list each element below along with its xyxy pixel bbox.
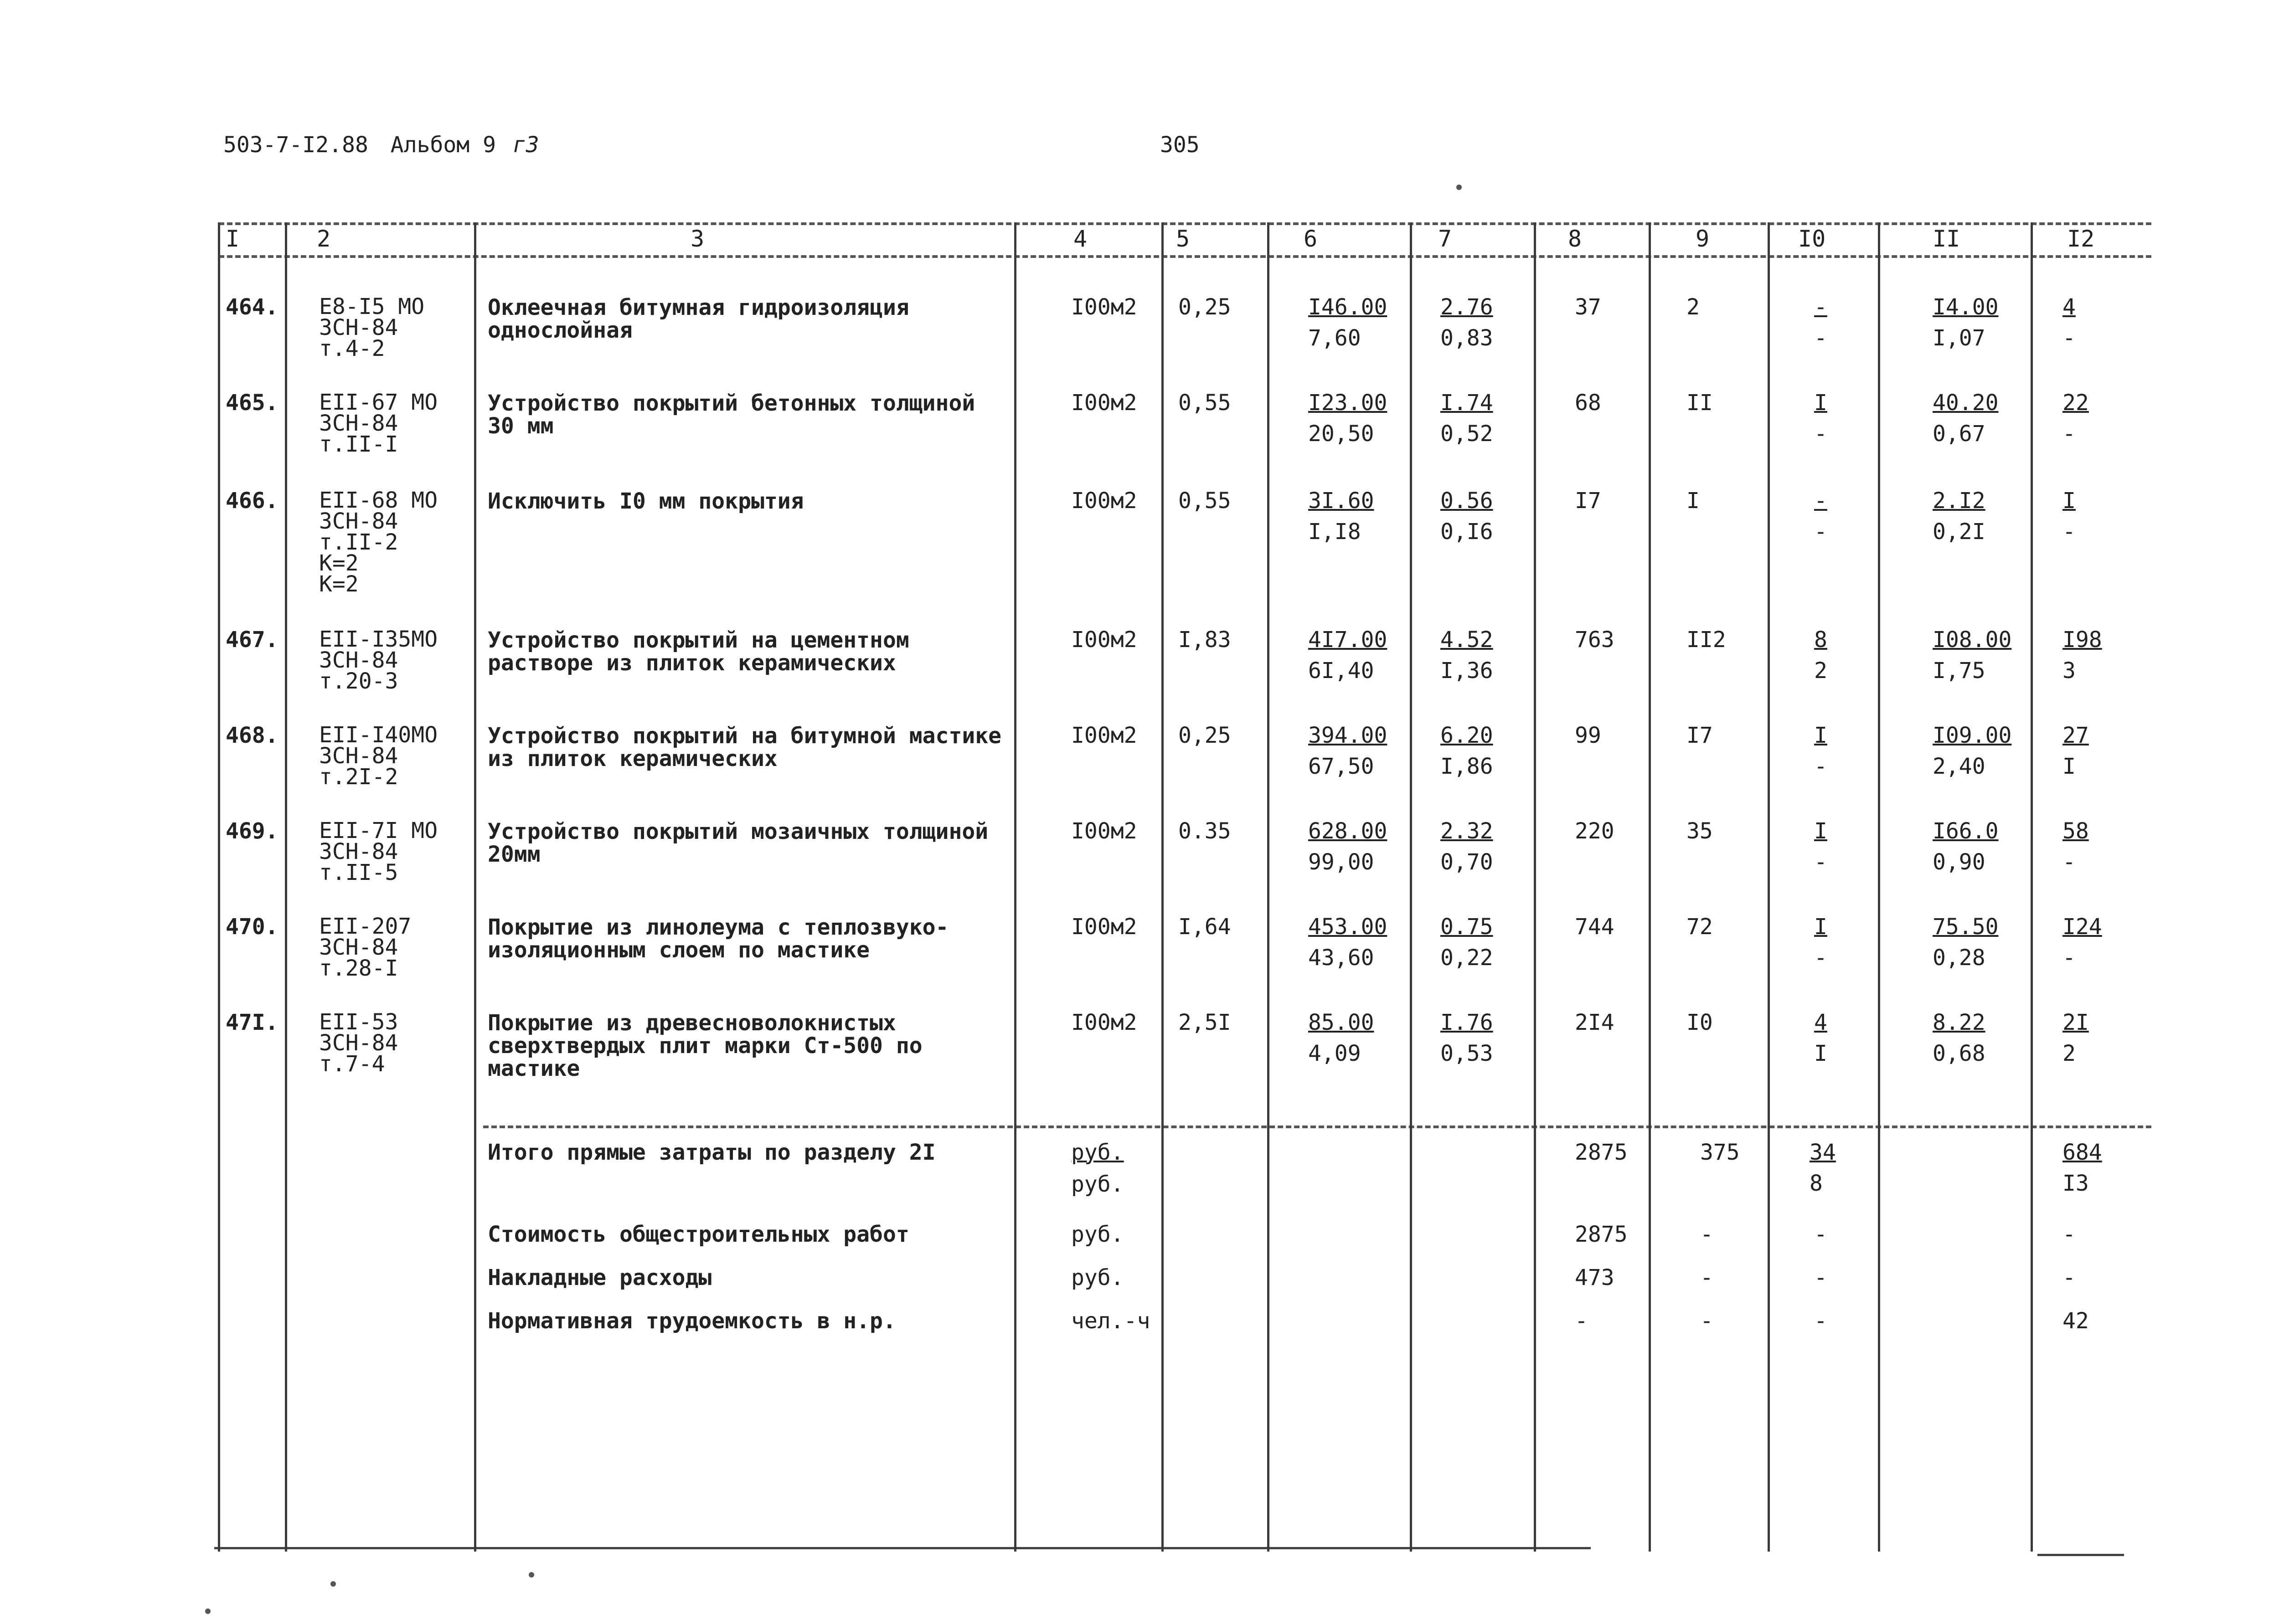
- summary-machine: -: [1814, 1308, 1827, 1334]
- wage-cost-top: 6.20: [1440, 723, 1493, 748]
- column-number: I0: [1798, 226, 1826, 252]
- machine-cost-bottom: -: [1814, 754, 1827, 779]
- summary-unit: руб.: [1071, 1140, 1124, 1165]
- column-number: 6: [1304, 226, 1318, 252]
- column-rule: [1410, 222, 1412, 1552]
- scan-speck: [1456, 185, 1462, 190]
- unit-cost: [1308, 916, 1387, 969]
- scan-speck: [205, 1609, 211, 1614]
- labor-unit-top: 2.I2: [1933, 488, 1985, 514]
- machine-cost-bottom: I: [1814, 1041, 1827, 1066]
- unit-cost: [1308, 490, 1374, 543]
- norm-code-line: EII-68 MO: [319, 488, 438, 513]
- summary-total: 2875: [1575, 1222, 1628, 1247]
- norm-code-line: K=2: [319, 571, 359, 597]
- work-name: Устройство покрытий на цементном растворе из плиток керамических: [488, 627, 909, 676]
- row-number: 466.: [226, 488, 278, 514]
- column-number: 2: [317, 226, 331, 252]
- unit: I00м2: [1071, 627, 1137, 653]
- column-rule: [1161, 222, 1164, 1552]
- wage-cost: [1440, 392, 1493, 445]
- machine-cost-bottom: -: [1814, 325, 1827, 351]
- unit-cost: [1308, 725, 1387, 777]
- machine-cost-top: I: [1814, 390, 1827, 416]
- summary-label: Нормативная трудоемкость в н.р.: [488, 1308, 896, 1334]
- wage-cost-top: 2.32: [1440, 818, 1493, 844]
- wage-cost-bottom: I,36: [1440, 658, 1493, 684]
- labor-unit-top: I66.0: [1933, 818, 1999, 844]
- summary-labor: -: [2062, 1265, 2076, 1290]
- wage-cost: [1440, 725, 1493, 777]
- work-name: Устройство покрытий мозаичных толщиной 20мм: [488, 819, 989, 867]
- row-number: 469.: [226, 818, 278, 844]
- row-number: 47I.: [226, 1010, 278, 1035]
- summary-total: 473: [1575, 1265, 1614, 1290]
- labor-total-top: 2I: [2062, 1010, 2089, 1035]
- labor-unit-bottom: 2,40: [1933, 754, 1985, 779]
- column-rule: [1014, 222, 1016, 1552]
- norm-code-line: EII-I40MO: [319, 722, 438, 748]
- labor-unit: [1933, 490, 1985, 543]
- labor-unit: [1933, 392, 1999, 445]
- unit-cost-bottom: 7,60: [1308, 325, 1361, 351]
- wage-total: II2: [1686, 627, 1726, 653]
- labor-total-bottom: -: [2062, 421, 2076, 447]
- summary-wages: 375: [1700, 1140, 1740, 1165]
- wage-cost-bottom: 0,53: [1440, 1041, 1493, 1066]
- machine-cost-top: I: [1814, 723, 1827, 748]
- unit: I00м2: [1071, 914, 1137, 940]
- machine-cost: [1814, 916, 1827, 969]
- scan-speck: [330, 1581, 336, 1587]
- labor-unit-bottom: I,75: [1933, 658, 1985, 684]
- labor-unit-top: 40.20: [1933, 390, 1999, 416]
- doc-code-text: 503-7-I2.88: [223, 132, 368, 158]
- labor-unit-top: 75.50: [1933, 914, 1999, 940]
- machine-cost-bottom: -: [1814, 849, 1827, 875]
- column-number: 8: [1568, 226, 1582, 252]
- unit-cost-top: 85.00: [1308, 1010, 1374, 1035]
- bottom-border-right: [2037, 1554, 2124, 1556]
- summary-wages: -: [1700, 1265, 1713, 1290]
- quantity: 0,25: [1178, 294, 1231, 320]
- machine-cost-top: I: [1814, 914, 1827, 940]
- unit-cost-top: 628.00: [1308, 818, 1387, 844]
- labor-unit: [1933, 629, 2011, 682]
- unit-cost: [1308, 1012, 1374, 1064]
- labor-total: [2062, 725, 2089, 777]
- labor-unit: [1933, 725, 2011, 777]
- wage-cost: [1440, 490, 1493, 543]
- wage-total: I7: [1686, 723, 1713, 748]
- unit-cost-top: 394.00: [1308, 723, 1387, 748]
- summary-unit: руб.: [1071, 1172, 1124, 1197]
- column-number: I: [226, 226, 240, 252]
- quantity: 0,55: [1178, 488, 1231, 514]
- labor-total-top: 4: [2062, 294, 2076, 320]
- summary-labor: -: [2062, 1222, 2076, 1247]
- wage-cost-top: 2.76: [1440, 294, 1493, 320]
- unit-cost-bottom: 43,60: [1308, 945, 1374, 971]
- norm-code-line: K=2: [319, 550, 359, 576]
- summary-label: Стоимость общестроительных работ: [488, 1222, 909, 1247]
- quantity: 0.35: [1178, 818, 1231, 844]
- machine-cost: [1814, 725, 1827, 777]
- wage-cost-top: 4.52: [1440, 627, 1493, 653]
- norm-code-line: 3СН-84: [319, 935, 398, 960]
- labor-unit: [1933, 820, 1999, 873]
- wage-cost-bottom: I,86: [1440, 754, 1493, 779]
- total-cost: 763: [1575, 627, 1614, 653]
- wage-cost: [1440, 916, 1493, 969]
- album-handwritten-mark: г3: [512, 132, 539, 158]
- total-cost: 68: [1575, 390, 1601, 416]
- norm-code-line: EII-I35MO: [319, 627, 438, 652]
- norm-code-line: 3СН-84: [319, 411, 398, 436]
- norm-code-line: т.4-2: [319, 336, 385, 361]
- labor-total: [2062, 916, 2102, 969]
- machine-cost: [1814, 629, 1827, 682]
- unit-cost: [1308, 296, 1387, 349]
- total-cost: I7: [1575, 488, 1601, 514]
- norm-code-line: т.20-3: [319, 668, 398, 694]
- machine-cost-top: -: [1814, 488, 1827, 514]
- wage-total: 72: [1686, 914, 1713, 940]
- unit-cost-top: 3I.60: [1308, 488, 1374, 514]
- unit-cost-top: 453.00: [1308, 914, 1387, 940]
- column-rule: [474, 222, 476, 1552]
- wage-cost-bottom: 0,22: [1440, 945, 1493, 971]
- labor-unit-bottom: I,07: [1933, 325, 1985, 351]
- summary-total: -: [1575, 1308, 1588, 1334]
- unit-cost-top: 4I7.00: [1308, 627, 1387, 653]
- machine-cost-bottom: -: [1814, 945, 1827, 971]
- summary-machine: [1810, 1141, 1836, 1194]
- labor-unit-bottom: 0,28: [1933, 945, 1985, 971]
- bottom-border: [214, 1547, 1591, 1549]
- wage-total: 2: [1686, 294, 1700, 320]
- labor-total-bottom: 3: [2062, 658, 2076, 684]
- work-name: Устройство покрытий на битумной мастике из плиток керамических: [488, 723, 1002, 771]
- machine-cost-bottom: -: [1814, 421, 1827, 447]
- quantity: I,64: [1178, 914, 1231, 940]
- machine-cost-top: I: [1814, 818, 1827, 844]
- norm-code-line: E8-I5 MO: [319, 294, 425, 319]
- wage-cost: [1440, 820, 1493, 873]
- column-number: 9: [1696, 226, 1710, 252]
- quantity: 0,55: [1178, 390, 1231, 416]
- unit: I00м2: [1071, 488, 1137, 514]
- labor-unit: [1933, 1012, 1985, 1064]
- machine-cost: [1814, 820, 1827, 873]
- summary-wages: -: [1700, 1308, 1713, 1334]
- labor-total-top: I: [2062, 488, 2076, 514]
- norm-code-line: т.2I-2: [319, 764, 398, 790]
- summary-labor: 42: [2062, 1308, 2089, 1334]
- wage-cost-bottom: 0,I6: [1440, 519, 1493, 545]
- column-rule: [1878, 222, 1880, 1552]
- row-number: 465.: [226, 390, 278, 416]
- labor-total-bottom: 2: [2062, 1041, 2076, 1066]
- machine-cost-top: 8: [1814, 627, 1827, 653]
- total-cost: 744: [1575, 914, 1614, 940]
- labor-total-top: I98: [2062, 627, 2102, 653]
- labor-total-bottom: -: [2062, 519, 2076, 545]
- labor-unit: [1933, 916, 1999, 969]
- norm-code-line: EII-53: [319, 1009, 398, 1035]
- summary-machine-bottom: 8: [1810, 1171, 1823, 1196]
- summary-wages: -: [1700, 1222, 1713, 1247]
- unit-cost-top: I46.00: [1308, 294, 1387, 320]
- unit-cost: [1308, 820, 1387, 873]
- unit: I00м2: [1071, 1010, 1137, 1035]
- wage-cost-top: 0.75: [1440, 914, 1493, 940]
- row-number: 468.: [226, 723, 278, 748]
- wage-cost: [1440, 296, 1493, 349]
- machine-cost-bottom: 2: [1814, 658, 1827, 684]
- labor-total-top: 58: [2062, 818, 2089, 844]
- total-cost: 220: [1575, 818, 1614, 844]
- scan-speck: [529, 1572, 534, 1578]
- column-rule: [285, 222, 287, 1552]
- column-number: I2: [2067, 226, 2095, 252]
- machine-cost: [1814, 490, 1827, 543]
- unit-cost-top: I23.00: [1308, 390, 1387, 416]
- labor-total: [2062, 296, 2076, 349]
- unit: I00м2: [1071, 818, 1137, 844]
- summary-labor-top: 684: [2062, 1140, 2102, 1165]
- total-cost: 2I4: [1575, 1010, 1614, 1035]
- row-number: 467.: [226, 627, 278, 653]
- total-cost: 37: [1575, 294, 1601, 320]
- machine-cost-top: -: [1814, 294, 1827, 320]
- unit-cost-bottom: 4,09: [1308, 1041, 1361, 1066]
- labor-total: [2062, 1012, 2089, 1064]
- labor-unit-top: I09.00: [1933, 723, 2012, 748]
- norm-code-line: 3СН-84: [319, 1030, 398, 1056]
- wage-cost-top: 0.56: [1440, 488, 1493, 514]
- work-name: Устройство покрытий бетонных толщиной 30 мм: [488, 391, 975, 439]
- wage-cost-bottom: 0,70: [1440, 849, 1493, 875]
- doc-code: [223, 132, 539, 158]
- summary-unit: чел.-ч: [1071, 1308, 1150, 1334]
- row-number: 464.: [226, 294, 278, 320]
- labor-unit-top: 8.22: [1933, 1010, 1985, 1035]
- norm-code-line: т.28-I: [319, 956, 398, 981]
- norm-code-line: 3СН-84: [319, 509, 398, 534]
- summary-total: 2875: [1575, 1140, 1628, 1165]
- labor-total-bottom: -: [2062, 945, 2076, 971]
- summary-machine: -: [1814, 1265, 1827, 1290]
- total-cost: 99: [1575, 723, 1601, 748]
- labor-unit-bottom: 0,68: [1933, 1041, 1985, 1066]
- norm-code-line: т.II-I: [319, 432, 398, 457]
- machine-cost: [1814, 296, 1827, 349]
- unit: I00м2: [1071, 390, 1137, 416]
- column-rule: [218, 222, 220, 1552]
- column-number: 5: [1176, 226, 1190, 252]
- norm-code-line: 3СН-84: [319, 315, 398, 340]
- wage-total: 35: [1686, 818, 1713, 844]
- work-name: Покрытие из линолеума с теплозвуко-изоляционным слоем по мастике: [488, 915, 949, 963]
- summary-unit: руб.: [1071, 1222, 1124, 1247]
- wage-cost-bottom: 0,52: [1440, 421, 1493, 447]
- labor-unit-top: I4.00: [1933, 294, 1999, 320]
- norm-code-line: 3СН-84: [319, 839, 398, 864]
- unit-cost: [1308, 629, 1387, 682]
- labor-total-bottom: -: [2062, 849, 2076, 875]
- column-rule: [2031, 222, 2033, 1552]
- wage-total: I0: [1686, 1010, 1713, 1035]
- column-rule: [1534, 222, 1536, 1552]
- machine-cost: [1814, 1012, 1827, 1064]
- unit-cost-bottom: 99,00: [1308, 849, 1374, 875]
- norm-code-line: EII-207: [319, 914, 412, 939]
- norm-code-line: 3СН-84: [319, 648, 398, 673]
- wage-cost: [1440, 629, 1493, 682]
- wage-total: II: [1686, 390, 1713, 416]
- column-number: 7: [1438, 226, 1452, 252]
- unit-cost-bottom: 6I,40: [1308, 658, 1374, 684]
- summary-machine: -: [1814, 1222, 1827, 1247]
- norm-code-line: 3СН-84: [319, 743, 398, 769]
- work-name: Оклеечная битумная гидроизоляция однослойная: [488, 295, 909, 343]
- labor-unit-bottom: 0,2I: [1933, 519, 1985, 545]
- wage-cost: [1440, 1012, 1493, 1064]
- labor-total: [2062, 820, 2089, 873]
- norm-code-line: т.II-5: [319, 860, 398, 885]
- summary-label: Накладные расходы: [488, 1265, 712, 1290]
- page-number: 305: [1160, 132, 1200, 158]
- summary-unit: руб.: [1071, 1265, 1124, 1290]
- machine-cost: [1814, 392, 1827, 445]
- norm-code-line: EII-7I MO: [319, 818, 438, 843]
- header-dashed-border: [219, 255, 2151, 258]
- column-rule: [1267, 222, 1269, 1552]
- labor-total: [2062, 490, 2076, 543]
- quantity: 0,25: [1178, 723, 1231, 748]
- column-rule: [1649, 222, 1651, 1552]
- labor-unit-bottom: 0,67: [1933, 421, 1985, 447]
- row-number: 470.: [226, 914, 278, 940]
- album-label: Альбом 9: [390, 132, 496, 158]
- unit: I00м2: [1071, 723, 1137, 748]
- summary-machine-top: 34: [1810, 1140, 1836, 1165]
- column-number: 4: [1073, 226, 1088, 252]
- quantity: I,83: [1178, 627, 1231, 653]
- summary-labor: [2062, 1141, 2102, 1194]
- unit-cost-bottom: 20,50: [1308, 421, 1374, 447]
- quantity: 2,5I: [1178, 1010, 1231, 1035]
- labor-unit-bottom: 0,90: [1933, 849, 1985, 875]
- labor-total-top: 27: [2062, 723, 2089, 748]
- top-dashed-border: [219, 222, 2151, 225]
- wage-cost-bottom: 0,83: [1440, 325, 1493, 351]
- column-rule: [1768, 222, 1770, 1552]
- labor-total: [2062, 629, 2102, 682]
- unit-cost-bottom: 67,50: [1308, 754, 1374, 779]
- labor-total-top: 22: [2062, 390, 2089, 416]
- summary-dashed-border: [483, 1125, 2151, 1128]
- unit: I00м2: [1071, 294, 1137, 320]
- norm-code-line: EII-67 MO: [319, 390, 438, 415]
- summary-labor-bottom: I3: [2062, 1171, 2089, 1196]
- labor-total: [2062, 392, 2089, 445]
- labor-unit: [1933, 296, 1999, 349]
- work-name: Исключить I0 мм покрытия: [488, 488, 804, 514]
- labor-unit-top: I08.00: [1933, 627, 2012, 653]
- labor-total-top: I24: [2062, 914, 2102, 940]
- norm-code-line: т.7-4: [319, 1051, 385, 1077]
- machine-cost-bottom: -: [1814, 519, 1827, 545]
- wage-total: I: [1686, 488, 1700, 514]
- wage-cost-top: I.74: [1440, 390, 1493, 416]
- unit-cost-bottom: I,I8: [1308, 519, 1361, 545]
- column-number: 3: [691, 226, 705, 252]
- summary-label: Итого прямые затраты по разделу 2I: [488, 1140, 936, 1165]
- machine-cost-top: 4: [1814, 1010, 1827, 1035]
- labor-total-bottom: -: [2062, 325, 2076, 351]
- unit-cost: [1308, 392, 1387, 445]
- labor-total-bottom: I: [2062, 754, 2076, 779]
- norm-code-line: т.II-2: [319, 529, 398, 555]
- wage-cost-top: I.76: [1440, 1010, 1493, 1035]
- column-number: II: [1933, 226, 1960, 252]
- work-name: Покрытие из древесноволокнистых сверхтвердых плит марки Ст-500 по мастике: [488, 1010, 923, 1081]
